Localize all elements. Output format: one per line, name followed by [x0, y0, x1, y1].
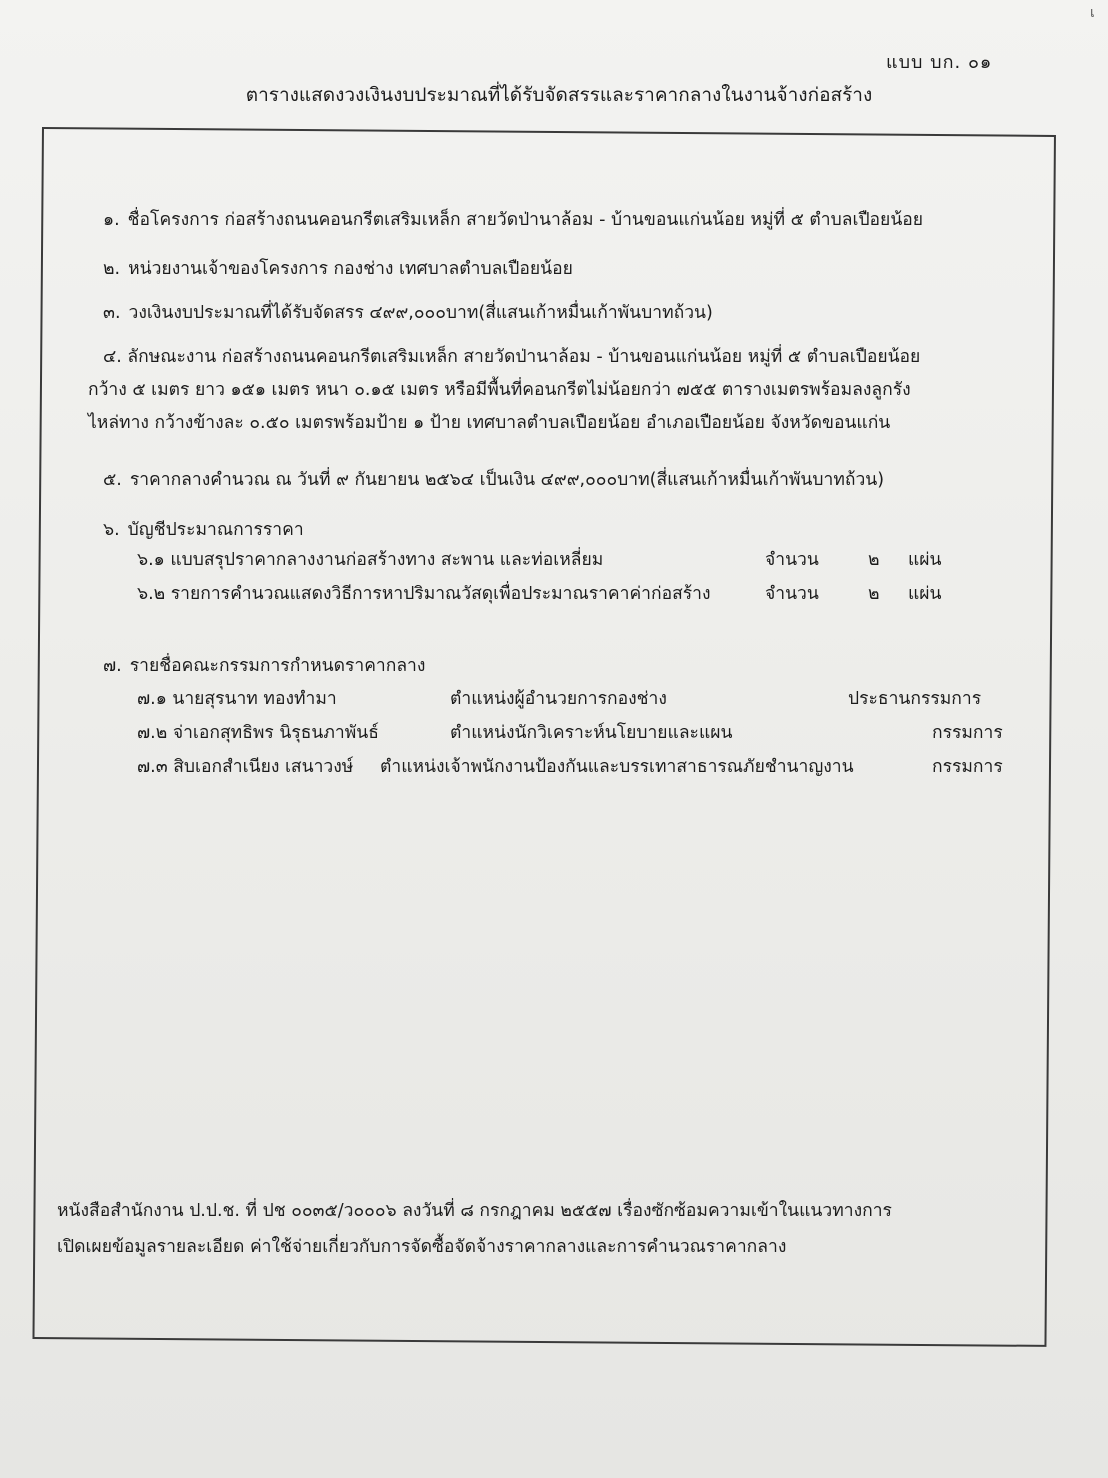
member-2-role: กรรมการ — [932, 723, 1003, 743]
item-text: หน่วยงานเจ้าของโครงการ กองช่าง เทศบาลตำบลเปือยน้อย — [128, 259, 573, 279]
item-1-project-name — [103, 205, 923, 233]
item-3-budget — [103, 298, 713, 326]
item-text: วงเงินงบประมาณที่ได้รับจัดสรร ๔๙๙,๐๐๐บาท(สี่แสนเก้าหมื่นเก้าพันบาทถ้วน) — [128, 303, 713, 323]
item-4-work-description-line-2: กว้าง ๕ เมตร ยาว ๑๕๑ เมตร หนา ๐.๑๕ เมตร หรือมีพื้นที่คอนกรีตไม่น้อยกว่า ๗๕๕ ตารางเมตรพร้อมลงลูกรัง — [88, 380, 911, 400]
item-6-1-qty-label: จำนวน — [765, 550, 819, 570]
item-6-cost-estimate — [103, 515, 304, 543]
member-3-position: ตำแหน่งเจ้าพนักงานป้องกันและบรรเทาสาธารณภัยชำนาญงาน — [380, 757, 854, 777]
item-number: ๓. — [103, 303, 121, 323]
member-2-name: ๗.๒ จ่าเอกสุทธิพร นิรุธนภาพันธ์ — [137, 723, 379, 743]
item-5-median-price — [103, 465, 884, 493]
document-title: ตารางแสดงวงเงินงบประมาณที่ได้รับจัดสรรและราคากลางในงานจ้างก่อสร้าง — [245, 84, 873, 106]
item-number: ๕. — [103, 470, 122, 490]
footer-reference-line-2: เปิดเผยข้อมูลรายละเอียด ค่าใช้จ่ายเกี่ยวกับการจัดซื้อจัดจ้างราคากลางและการคำนวณราคากลาง — [57, 1237, 787, 1257]
item-6-1-qty: ๒ — [868, 550, 880, 570]
member-1-position: ตำแหน่งผู้อำนวยการกองช่าง — [450, 689, 667, 709]
item-number: ๑. — [103, 210, 120, 230]
form-code: แบบ บก. ๐๑ — [886, 52, 993, 73]
page-edge-mark: เ — [1090, 5, 1095, 21]
item-text: รายชื่อคณะกรรมการกำหนดราคากลาง — [129, 656, 426, 676]
item-number: ๒. — [103, 259, 121, 279]
item-4-work-description-line-3: ไหล่ทาง กว้างข้างละ ๐.๕๐ เมตรพร้อมป้าย ๑ ป้าย เทศบาลตำบลเปือยน้อย อำเภอเปือยน้อย จังหวัดขอนแก่น — [88, 413, 891, 433]
item-6-2-label: ๖.๒ รายการคำนวณแสดงวิธีการหาปริมาณวัสดุเพื่อประมาณราคาค่าก่อสร้าง — [137, 584, 711, 604]
member-1-name: ๗.๑ นายสุรนาท ทองทำมา — [137, 689, 337, 709]
member-3-name: ๗.๓ สิบเอกสำเนียง เสนาวงษ์ — [137, 757, 354, 777]
item-2-owner-agency — [103, 254, 573, 282]
item-6-1-unit: แผ่น — [908, 550, 942, 570]
item-text: ชื่อโครงการ ก่อสร้างถนนคอนกรีตเสริมเหล็ก สายวัดป่านาล้อม - บ้านขอนแก่นน้อย หมู่ที่ ๕ ตำบลเปือยน้อย — [127, 210, 924, 230]
item-6-2-qty-label: จำนวน — [765, 584, 819, 604]
item-text: ราคากลางคำนวณ ณ วันที่ ๙ กันยายน ๒๕๖๔ เป็นเงิน ๔๙๙,๐๐๐บาท(สี่แสนเก้าหมื่นเก้าพันบาทถ้วน) — [129, 470, 885, 490]
item-number: ๗. — [103, 656, 122, 676]
member-2-position: ตำแหน่งนักวิเคราะห์นโยบายและแผน — [450, 723, 733, 743]
member-3-role: กรรมการ — [932, 757, 1003, 777]
item-text: บัญชีประมาณการราคา — [127, 520, 304, 540]
item-number: ๖. — [103, 520, 120, 540]
item-4-work-description-line-1: ๔. ลักษณะงาน ก่อสร้างถนนคอนกรีตเสริมเหล็ก สายวัดป่านาล้อม - บ้านขอนแก่นน้อย หมู่ที่ ๕ ตำบลเปือยน้อย — [103, 347, 921, 367]
item-6-2-qty: ๒ — [868, 584, 880, 604]
footer-reference-line-1: หนังสือสำนักงาน ป.ป.ช. ที่ ปช ๐๐๓๕/ว๐๐๐๖ ลงวันที่ ๘ กรกฎาคม ๒๕๕๗ เรื่องซักซ้อมความเข้าในแนวทางการ — [57, 1201, 892, 1221]
item-6-2-unit: แผ่น — [908, 584, 942, 604]
item-7-committee — [103, 651, 425, 679]
item-6-1-label: ๖.๑ แบบสรุปราคากลางงานก่อสร้างทาง สะพาน และท่อเหลี่ยม — [137, 550, 604, 570]
member-1-role: ประธานกรรมการ — [848, 689, 982, 709]
